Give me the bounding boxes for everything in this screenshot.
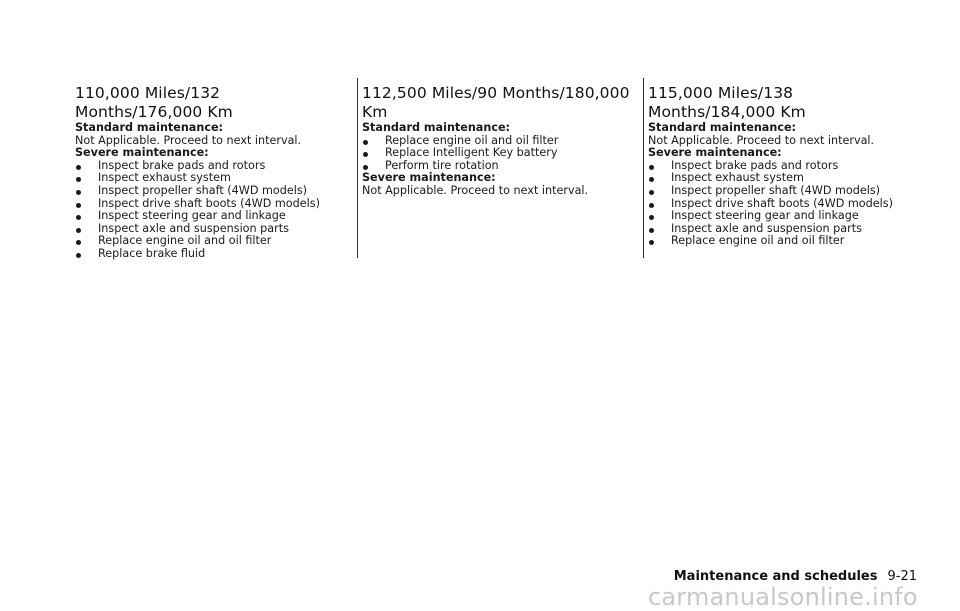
interval-column-110000 xyxy=(75,84,345,261)
list-item: Perform tire rotation xyxy=(362,160,632,173)
standard-maintenance-label: Standard maintenance: xyxy=(362,121,511,134)
list-item: Inspect propeller shaft (4WD models) xyxy=(648,185,918,198)
interval-heading: 112,500 Miles/90 Months/180,000 Km xyxy=(362,84,630,121)
standard-maintenance-text: Not Applicable. Proceed to next interval. xyxy=(648,133,875,147)
section-title: Maintenance and schedules xyxy=(673,569,878,584)
severe-maintenance-text: Not Applicable. Proceed to next interval. xyxy=(362,183,589,197)
list-item: Replace Intelligent Key battery xyxy=(362,147,632,160)
severe-maintenance-label: Severe maintenance: xyxy=(648,146,782,160)
list-item: Inspect axle and suspension parts xyxy=(75,223,345,236)
interval-column-112500 xyxy=(362,84,632,198)
list-item: Replace engine oil and oil filter xyxy=(362,135,632,148)
severe-maintenance-list xyxy=(75,160,345,261)
list-item: Replace engine oil and oil filter xyxy=(648,235,918,248)
page-number: 9-21 xyxy=(887,569,917,584)
list-item: Inspect drive shaft boots (4WD models) xyxy=(648,198,918,211)
list-item: Inspect brake pads and rotors xyxy=(75,160,345,173)
interval-column-115000 xyxy=(648,84,918,248)
watermark: carmanualsonline.info xyxy=(648,583,918,611)
standard-maintenance-label: Standard maintenance: xyxy=(75,121,224,134)
severe-maintenance-label: Severe maintenance: xyxy=(362,171,496,185)
interval-heading: 115,000 Miles/138 Months/184,000 Km xyxy=(648,84,806,121)
interval-heading: 110,000 Miles/132 Months/176,000 Km xyxy=(75,84,233,121)
list-item: Inspect exhaust system xyxy=(648,172,918,185)
column-divider xyxy=(643,78,644,258)
standard-maintenance-text: Not Applicable. Proceed to next interval. xyxy=(75,133,302,147)
list-item: Inspect steering gear and linkage xyxy=(648,210,918,223)
list-item: Inspect drive shaft boots (4WD models) xyxy=(75,198,345,211)
standard-maintenance-list xyxy=(362,135,632,173)
standard-maintenance-label: Standard maintenance: xyxy=(648,121,797,134)
column-divider xyxy=(357,78,358,258)
list-item: Inspect exhaust system xyxy=(75,172,345,185)
list-item: Inspect propeller shaft (4WD models) xyxy=(75,185,345,198)
severe-maintenance-label: Severe maintenance: xyxy=(75,146,209,160)
list-item: Inspect axle and suspension parts xyxy=(648,223,918,236)
severe-maintenance-list xyxy=(648,160,918,248)
list-item: Inspect steering gear and linkage xyxy=(75,210,345,223)
list-item: Inspect brake pads and rotors xyxy=(648,160,918,173)
list-item: Replace engine oil and oil filter xyxy=(75,235,345,248)
list-item: Replace brake fluid xyxy=(75,248,345,261)
